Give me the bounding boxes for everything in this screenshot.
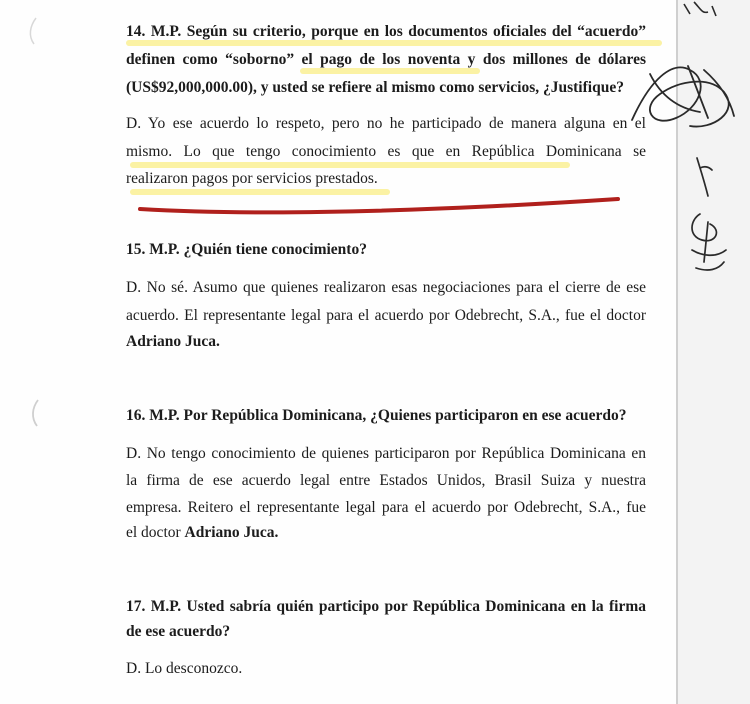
a16-name: Adriano Juca.: [184, 524, 279, 541]
a15-line-1: D. No sé. Asumo que quienes realizaron esas negociaciones para el cierre de ese: [126, 279, 646, 296]
margin-arc-mark: [33, 400, 38, 426]
q14-line-3: (US$92,000,000.00), y usted se refiere al mismo como servicios, ¿Justifique?: [126, 79, 624, 96]
a16-line-1: D. No tengo conocimiento de quienes participaron por República Dominicana en: [126, 445, 646, 462]
q17-line-2: de ese acuerdo?: [126, 623, 231, 640]
q14-line-1: 14. M.P. Según su criterio, porque en los documentos oficiales del “acuerdo”: [126, 23, 646, 40]
a16-last-prefix: el doctor: [126, 524, 185, 541]
a17-answer: D. Lo desconozco.: [126, 660, 243, 677]
q15-question: 15. M.P. ¿Quién tiene conocimiento?: [126, 241, 367, 258]
red-underline-mark: [140, 199, 618, 212]
page-edge-line: [676, 0, 678, 704]
a14-line-2: mismo. Lo que tengo conocimiento es que en República Dominicana se: [126, 143, 646, 160]
margin-arc-mark: [30, 18, 36, 44]
page-right-margin: [678, 0, 750, 704]
a15-name: Adriano Juca.: [126, 333, 220, 350]
a16-line-2: la firma de ese acuerdo legal entre Estados Unidos, Brasil Suiza y nuestra: [126, 472, 646, 489]
a14-line-3: realizaron pagos por servicios prestados.: [126, 170, 378, 187]
q14-line-2: definen como “soborno” el pago de los noventa y dos millones de dólares: [126, 51, 646, 68]
q17-line-1: 17. M.P. Usted sabría quién participo por República Dominicana en la firma: [126, 598, 646, 615]
a16-line-3: empresa. Reitero el representante legal para el acuerdo por Odebrecht, S.A., fue: [126, 499, 646, 516]
q16-question: 16. M.P. Por República Dominicana, ¿Quienes participaron en ese acuerdo?: [126, 407, 627, 424]
a15-line-2: acuerdo. El representante legal para el acuerdo por Odebrecht, S.A., fue el doctor: [126, 307, 646, 324]
a16-line-4: [126, 521, 646, 545]
a14-line-1: D. Yo ese acuerdo lo respeto, pero no he participado de manera alguna en el: [126, 115, 646, 132]
